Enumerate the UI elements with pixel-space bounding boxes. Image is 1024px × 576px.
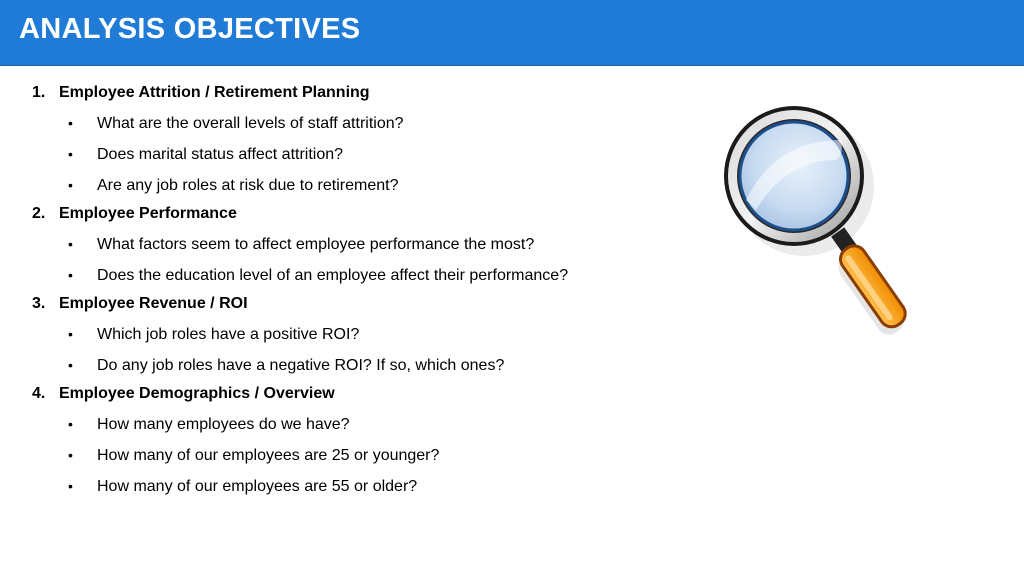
- bullet-icon: •: [68, 267, 73, 283]
- list-item-text: What are the overall levels of staff attrition?: [97, 115, 404, 132]
- bullet-icon: •: [68, 478, 73, 494]
- list-item-text: How many of our employees are 55 or older?: [97, 478, 418, 495]
- section-attrition: [32, 82, 672, 201]
- list-item: [32, 229, 672, 260]
- bullet-icon: •: [68, 115, 73, 131]
- section-number: 2.: [32, 205, 46, 222]
- list-item: [32, 260, 672, 291]
- list-item: [32, 139, 672, 170]
- magnifying-glass-icon: [716, 100, 928, 345]
- section-number: 3.: [32, 295, 46, 312]
- section-demographics: [32, 383, 672, 502]
- section-heading: [32, 293, 672, 319]
- section-revenue: [32, 293, 672, 381]
- list-item: [32, 440, 672, 471]
- section-heading: [32, 82, 672, 108]
- bullet-icon: •: [68, 146, 73, 162]
- header-bar: [0, 0, 1024, 66]
- list-item: [32, 170, 672, 201]
- list-item-text: How many employees do we have?: [97, 416, 350, 433]
- section-title: Employee Revenue / ROI: [59, 295, 248, 312]
- bullet-icon: •: [68, 177, 73, 193]
- section-title: Employee Attrition / Retirement Planning: [59, 84, 370, 101]
- list-item: [32, 350, 672, 381]
- list-item-text: Do any job roles have a negative ROI? If so, which ones?: [97, 357, 505, 374]
- list-item-text: Which job roles have a positive ROI?: [97, 326, 360, 343]
- section-heading: [32, 203, 672, 229]
- section-number: 4.: [32, 385, 46, 402]
- list-item-text: How many of our employees are 25 or younger?: [97, 447, 440, 464]
- section-heading: [32, 383, 672, 409]
- bullet-icon: •: [68, 416, 73, 432]
- section-title: Employee Demographics / Overview: [59, 385, 335, 402]
- bullet-icon: •: [68, 357, 73, 373]
- section-number: 1.: [32, 84, 46, 101]
- bullet-icon: •: [68, 236, 73, 252]
- objectives-list: [32, 82, 672, 502]
- section-performance: [32, 203, 672, 291]
- list-item-text: Does the education level of an employee affect their performance?: [97, 267, 569, 284]
- list-item: [32, 471, 672, 502]
- list-item-text: Are any job roles at risk due to retirement?: [97, 177, 399, 194]
- list-item-text: Does marital status affect attrition?: [97, 146, 344, 163]
- bullet-icon: •: [68, 447, 73, 463]
- section-title: Employee Performance: [59, 205, 237, 222]
- list-item: [32, 409, 672, 440]
- list-item: [32, 319, 672, 350]
- list-item: [32, 108, 672, 139]
- page-title: ANALYSIS OBJECTIVES: [19, 13, 361, 45]
- list-item-text: What factors seem to affect employee performance the most?: [97, 236, 535, 253]
- bullet-icon: •: [68, 326, 73, 342]
